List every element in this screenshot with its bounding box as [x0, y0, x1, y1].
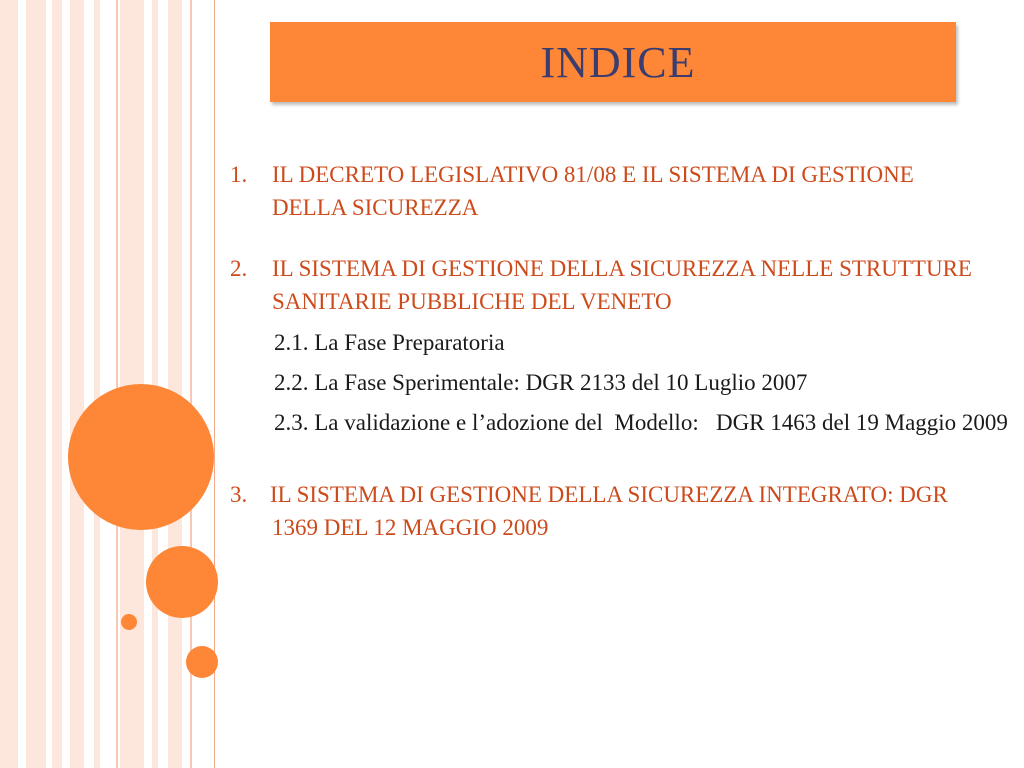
decorative-stripe [52, 0, 62, 768]
index-item [230, 158, 990, 224]
index-item [230, 252, 990, 318]
index-item-text: IL SISTEMA DI GESTIONE DELLA SICUREZZA INTEGRATO: DGR 1369 DEL 12 MAGGIO 2009 [270, 482, 948, 540]
decorative-line [116, 0, 118, 768]
decorative-stripe [94, 0, 100, 768]
decorative-circle-small [186, 646, 218, 678]
index-subitem: 2.2. La Fase Sperimentale: DGR 2133 del 10 Luglio 2007 [274, 370, 808, 395]
decorative-stripe [70, 0, 84, 768]
decorative-stripe [26, 0, 46, 768]
decorative-circle-small [121, 614, 137, 630]
index-subitem-text: 2.3. La validazione e l’adozione del Modello: DGR 1463 del 19 Maggio 2009 [274, 410, 1008, 435]
decorative-circle-medium [146, 546, 218, 618]
index-item-number: 2. [230, 256, 248, 281]
index-subitem [230, 406, 1008, 440]
index-item-text: IL DECRETO LEGISLATIVO 81/08 E IL SISTEMA DI GESTIONE DELLA SICUREZZA [272, 162, 914, 220]
index-subitem: 2.1. La Fase Preparatoria [274, 330, 505, 355]
decorative-circle-large [68, 384, 214, 530]
index-item-number: 1. [230, 162, 248, 187]
index-item-text: IL SISTEMA DI GESTIONE DELLA SICUREZZA NELLE STRUTTURE SANITARIE PUBBLICHE DEL VENETO [272, 256, 972, 314]
index-item-number: 3. [230, 482, 248, 507]
index-item [230, 478, 990, 544]
title-bar [270, 22, 956, 102]
slide-title: INDICE [540, 37, 696, 87]
decorative-stripe [168, 0, 182, 768]
index-list [230, 158, 1008, 544]
decorative-stripe [0, 0, 18, 768]
